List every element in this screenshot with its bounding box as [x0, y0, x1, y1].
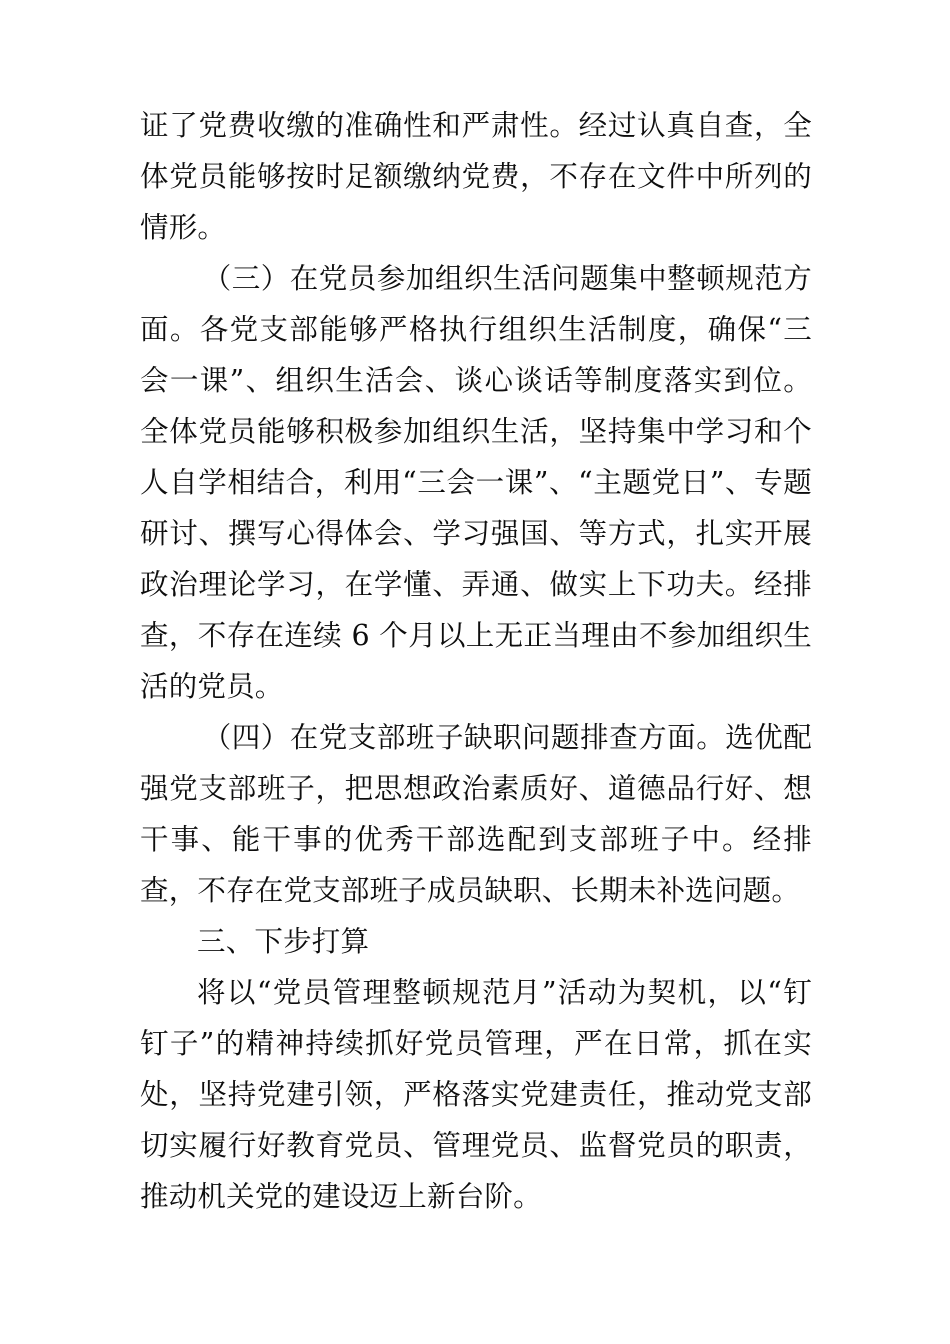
heading-next-steps: 三、下步打算	[197, 925, 370, 958]
paragraph-next-steps-body: 将以“党员管理整顿规范月”活动为契机，以“钉钉子”的精神持续抓好党员管理，严在日常，抓在实处，坚持党建引领，严格落实党建责任，推动党支部切实履行好教育党员、管理党员、监督党员的职责，推动机关党的建设迈上新台阶。	[140, 976, 812, 1213]
paragraph-section-three: （三）在党员参加组织生活问题集中整顿规范方面。各党支部能够严格执行组织生活制度，确保“三会一课”、组织生活会、谈心谈话等制度落实到位。全体党员能够积极参加组织生活，坚持集中学习和个人自学相结合，利用“三会一课”、“主题党日”、专题研讨、撰写心得体会、学习强国、等方式，扎实开展政治理论学习，在学懂、弄通、做实上下功夫。经排查，不存在连续 6 个月以上无正当理由不参加组织生活的党员。	[140, 262, 812, 703]
document-text-body	[140, 100, 812, 1222]
paragraph-continuation: 证了党费收缴的准确性和严肃性。经过认真自查，全体党员能够按时足额缴纳党费，不存在文件中所列的情形。	[140, 109, 812, 244]
paragraph-section-four: （四）在党支部班子缺职问题排查方面。选优配强党支部班子，把思想政治素质好、道德品行好、想干事、能干事的优秀干部选配到支部班子中。经排查，不存在党支部班子成员缺职、长期未补选问题。	[140, 721, 812, 907]
